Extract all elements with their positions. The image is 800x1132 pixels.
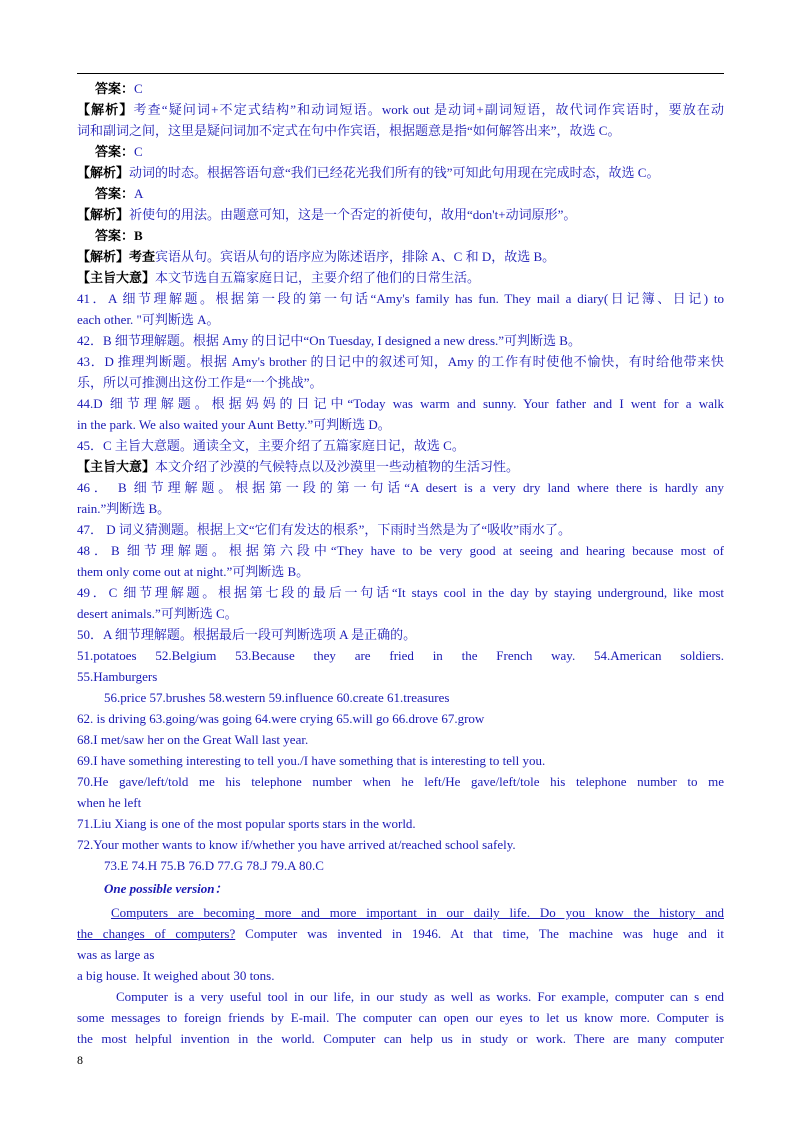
answer-label: 答案：: [95, 186, 135, 201]
essay-text: Computer is a very useful tool in our life, in our study as well as works. For example, computer can s end: [116, 989, 724, 1004]
explanation-line: [77, 582, 724, 603]
answer-key-line: [77, 813, 724, 834]
essay-underlined-text: Computers are becoming more and more important in our daily life. Do you know the history and: [111, 905, 724, 920]
explanation-text: 49．C 细节理解题。根据第七段的最后一句话“It stays cool in the day by staying underground, like most: [77, 585, 724, 600]
analysis-text: 祈使句的用法。由题意可知，这是一个否定的祈使句，故用“don't+动词原形”。: [129, 207, 577, 222]
answer-key-text: 70.He gave/left/told me his telephone number when he left/He gave/left/tole his telephone number to me: [77, 774, 724, 789]
explanation-line: [77, 498, 724, 519]
analysis-text: 词和副词之间，这里是疑问词加不定式在句中作宾语，根据题意是指“如何解答出来”，故选 C。: [77, 123, 621, 138]
answer-key-line: [77, 645, 724, 666]
analysis-line: [77, 99, 724, 120]
answer-label: 答案：: [95, 144, 135, 159]
answer-key-text: 55.Hamburgers: [77, 669, 158, 684]
answer-key-line: [77, 708, 724, 729]
explanation-text: 48．B 细节理解题。根据第六段中“They have to be very good at seeing and hearing because most of: [77, 543, 724, 558]
analysis-line: [77, 162, 724, 183]
analysis-line: [77, 246, 724, 267]
explanation-text: 乐，所以可推测出这份工作是“一个挑战”。: [77, 375, 323, 390]
explanation-text: 45．C 主旨大意题。通读全文，主要介绍了五篇家庭日记，故选 C。: [77, 438, 465, 453]
answer-key-line: [77, 666, 724, 687]
analysis-text: 宾语从句。宾语从句的语序应为陈述语序，排除 A、C 和 D，故选 B。: [155, 249, 556, 264]
explanation-line: [77, 561, 724, 582]
main-idea-tag: 【主旨大意】: [77, 459, 156, 474]
essay-text: Computer was invented in 1946. At that time, The machine was huge and it: [235, 926, 724, 941]
answer-line: [95, 78, 724, 99]
explanation-line: [77, 414, 724, 435]
essay-line: [77, 965, 724, 986]
analysis-line: [77, 204, 724, 225]
answer-key-line: [104, 687, 724, 708]
answer-key-line: [77, 771, 724, 792]
analysis-tag: 【解析】考查: [77, 249, 156, 264]
explanation-line: [77, 393, 724, 414]
answer-line: [95, 225, 724, 246]
main-idea-line: [77, 456, 724, 477]
main-idea-line: [77, 267, 724, 288]
answer-value: C: [134, 81, 143, 96]
answer-line: [95, 141, 724, 162]
answer-key-line: [77, 729, 724, 750]
explanation-line: [77, 351, 724, 372]
explanation-line: [77, 603, 724, 624]
explanation-text: in the park. We also waited your Aunt Betty.”可判断选 D。: [77, 417, 391, 432]
essay-text: was as large as: [77, 947, 155, 962]
answer-value: C: [134, 144, 143, 159]
answer-value: B: [134, 228, 143, 243]
answer-key-line: [77, 750, 724, 771]
analysis-tag: 【解析】: [77, 207, 130, 222]
answer-key-text: 69.I have something interesting to tell you./I have something that is interesting to tell you.: [77, 753, 546, 768]
explanation-line: [77, 372, 724, 393]
essay-line: [111, 902, 724, 923]
explanation-text: rain.”判断选 B。: [77, 501, 171, 516]
explanation-text: 41．A 细节理解题。根据第一段的第一句话“Amy's family has fun. They mail a diary(日记簿、日记) to: [77, 291, 724, 306]
answer-key-text: 62. is driving 63.going/was going 64.were crying 65.will go 66.drove 67.grow: [77, 711, 485, 726]
answer-label: 答案：: [95, 81, 135, 96]
answer-key-text: 51.potatoes 52.Belgium 53.Because they are fried in the French way. 54.American soldiers.: [77, 648, 724, 663]
explanation-text: each other. "可判断选 A。: [77, 312, 220, 327]
explanation-text: 46． B 细节理解题。根据第一段的第一句话“A desert is a very dry land where there is hardly any: [77, 480, 724, 495]
main-idea-tag: 【主旨大意】: [77, 270, 156, 285]
explanation-line: [77, 309, 724, 330]
answer-key-line: [104, 855, 724, 876]
explanation-line: [77, 477, 724, 498]
page-number: 8: [77, 1053, 83, 1067]
analysis-line: [77, 120, 724, 141]
explanation-line: [77, 624, 724, 645]
answer-key-line: [77, 834, 724, 855]
essay-heading: [104, 878, 724, 899]
answer-value: A: [134, 186, 144, 201]
essay-line: [77, 1007, 724, 1028]
answer-key-line: [77, 792, 724, 813]
essay-text: some messages to foreign friends by E-mail. The computer can open our eyes to let us know more. Computer is: [77, 1010, 724, 1025]
analysis-text: 动词的时态。根据答语句意“我们已经花光我们所有的钱”可知此句用现在完成时态，故选 C。: [129, 165, 660, 180]
explanation-line: [77, 435, 724, 456]
explanation-text: 50．A 细节理解题。根据最后一段可判断选项 A 是正确的。: [77, 627, 417, 642]
explanation-text: desert animals.”可判断选 C。: [77, 606, 238, 621]
answer-key-text: 56.price 57.brushes 58.western 59.influence 60.create 61.treasures: [104, 690, 450, 705]
essay-line: [77, 944, 724, 965]
header-rule: [77, 73, 724, 74]
essay-line: [77, 1028, 724, 1049]
essay-line: [77, 923, 724, 944]
answer-key-text: 68.I met/saw her on the Great Wall last year.: [77, 732, 309, 747]
explanation-text: them only come out at night.”可判断选 B。: [77, 564, 310, 579]
explanation-line: [77, 540, 724, 561]
main-idea-text: 本文节选自五篇家庭日记，主要介绍了他们的日常生活。: [155, 270, 481, 285]
answer-key-text: 71.Liu Xiang is one of the most popular sports stars in the world.: [77, 816, 416, 831]
answer-key-text: 72.Your mother wants to know if/whether you have arrived at/reached school safely.: [77, 837, 516, 852]
answer-key-text: when he left: [77, 795, 142, 810]
explanation-line: [77, 330, 724, 351]
explanation-line: [77, 519, 724, 540]
essay-heading-text: One possible version：: [104, 881, 228, 896]
answer-key-text: 73.E 74.H 75.B 76.D 77.G 78.J 79.A 80.C: [104, 858, 324, 873]
explanation-text: 44.D 细节理解题。根据妈妈的日记中“Today was warm and sunny. Your father and I went for a walk: [77, 396, 724, 411]
explanation-text: 47． D 词义猜测题。根据上文“它们有发达的根系”，下雨时当然是为了“吸收”雨水了。: [77, 522, 571, 537]
explanation-line: [77, 288, 724, 309]
analysis-tag: 【解析】: [77, 102, 134, 117]
answer-label: 答案：: [95, 228, 135, 243]
analysis-tag: 【解析】: [77, 165, 130, 180]
answer-line: [95, 183, 724, 204]
essay-line: [116, 986, 724, 1007]
essay-text: the most helpful invention in the world. Computer can help us in study or work. There are many computer: [77, 1031, 724, 1046]
analysis-text: 考查“疑问词+不定式结构”和动词短语。work out 是动词+副词短语，故代词作宾语时，要放在动: [133, 102, 724, 117]
explanation-text: 42．B 细节理解题。根据 Amy 的日记中“On Tuesday, I designed a new dress.”可判断选 B。: [77, 333, 581, 348]
essay-text: a big house. It weighed about 30 tons.: [77, 968, 275, 983]
essay-underlined-text: the changes of computers?: [77, 926, 236, 941]
main-idea-text: 本文介绍了沙漠的气候特点以及沙漠里一些动植物的生活习性。: [155, 459, 520, 474]
explanation-text: 43．D 推理判断题。根据 Amy's brother 的日记中的叙述可知，Amy 的工作有时使他不愉快，有时给他带来快: [77, 354, 724, 369]
